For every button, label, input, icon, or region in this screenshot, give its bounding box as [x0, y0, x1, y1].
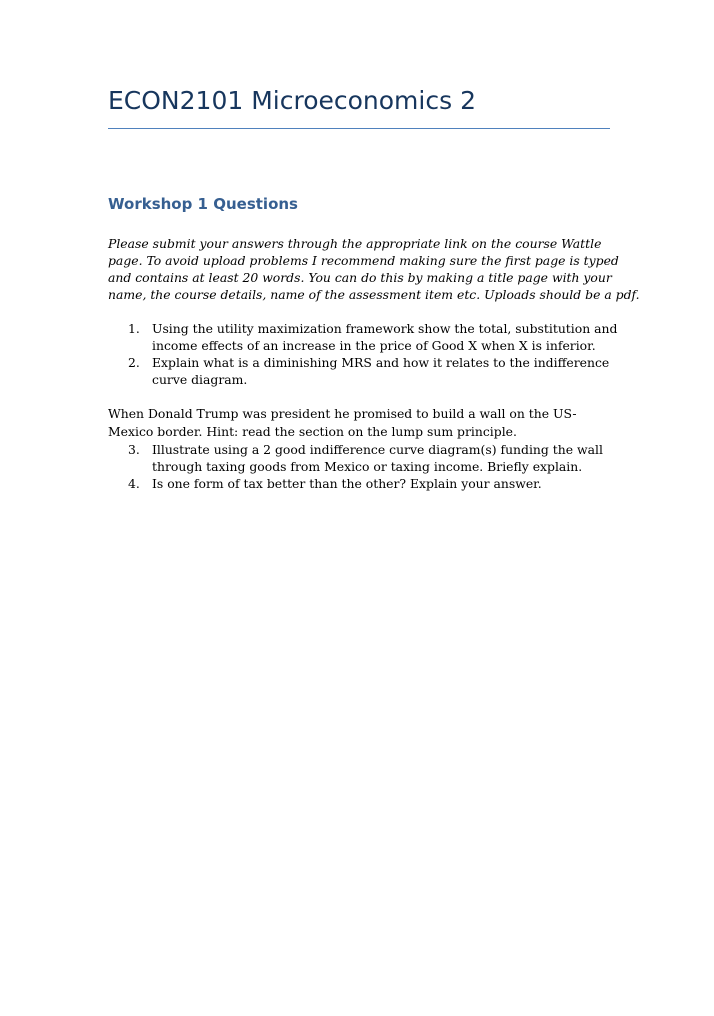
- question-text-line: curve diagram.: [152, 372, 248, 387]
- document-title: ECON2101 Microeconomics 2: [108, 86, 476, 115]
- question-text-line: Illustrate using a 2 good indifference curve diagram(s) funding the wall: [152, 442, 603, 457]
- context-paragraph: [108, 405, 610, 441]
- question-item: [108, 354, 610, 388]
- question-text-line: through taxing goods from Mexico or taxing income. Briefly explain.: [152, 459, 583, 474]
- question-text-line: Explain what is a diminishing MRS and how it relates to the indifference: [152, 355, 610, 370]
- question-list-part-1: [108, 320, 618, 388]
- instructions-line: Please submit your answers through the appropriate link on the course Wattle: [108, 236, 602, 251]
- instructions-line: and contains at least 20 words. You can do this by making a title page with your: [108, 270, 612, 285]
- question-text-line: income effects of an increase in the price of Good X when X is inferior.: [152, 338, 596, 353]
- question-item: [108, 441, 610, 475]
- question-number: 4.: [128, 476, 140, 491]
- paragraph-line: Mexico border. Hint: read the section on the lump sum principle.: [108, 424, 517, 439]
- question-list-part-2: [108, 441, 610, 492]
- question-text-line: Using the utility maximization framework show the total, substitution and: [152, 321, 618, 336]
- question-item: [108, 320, 618, 354]
- submission-instructions: [108, 235, 640, 303]
- question-number: 3.: [128, 442, 140, 457]
- paragraph-line: When Donald Trump was president he promised to build a wall on the US-: [108, 406, 577, 421]
- question-number: 1.: [128, 321, 140, 336]
- title-underline-rule: [108, 128, 610, 129]
- question-item: [108, 475, 610, 492]
- instructions-line: name, the course details, name of the assessment item etc. Uploads should be a pdf.: [108, 287, 640, 302]
- section-heading: Workshop 1 Questions: [108, 195, 298, 213]
- question-number: 2.: [128, 355, 140, 370]
- question-text-line: Is one form of tax better than the other? Explain your answer.: [152, 476, 542, 491]
- instructions-line: page. To avoid upload problems I recommend making sure the first page is typed: [108, 253, 619, 268]
